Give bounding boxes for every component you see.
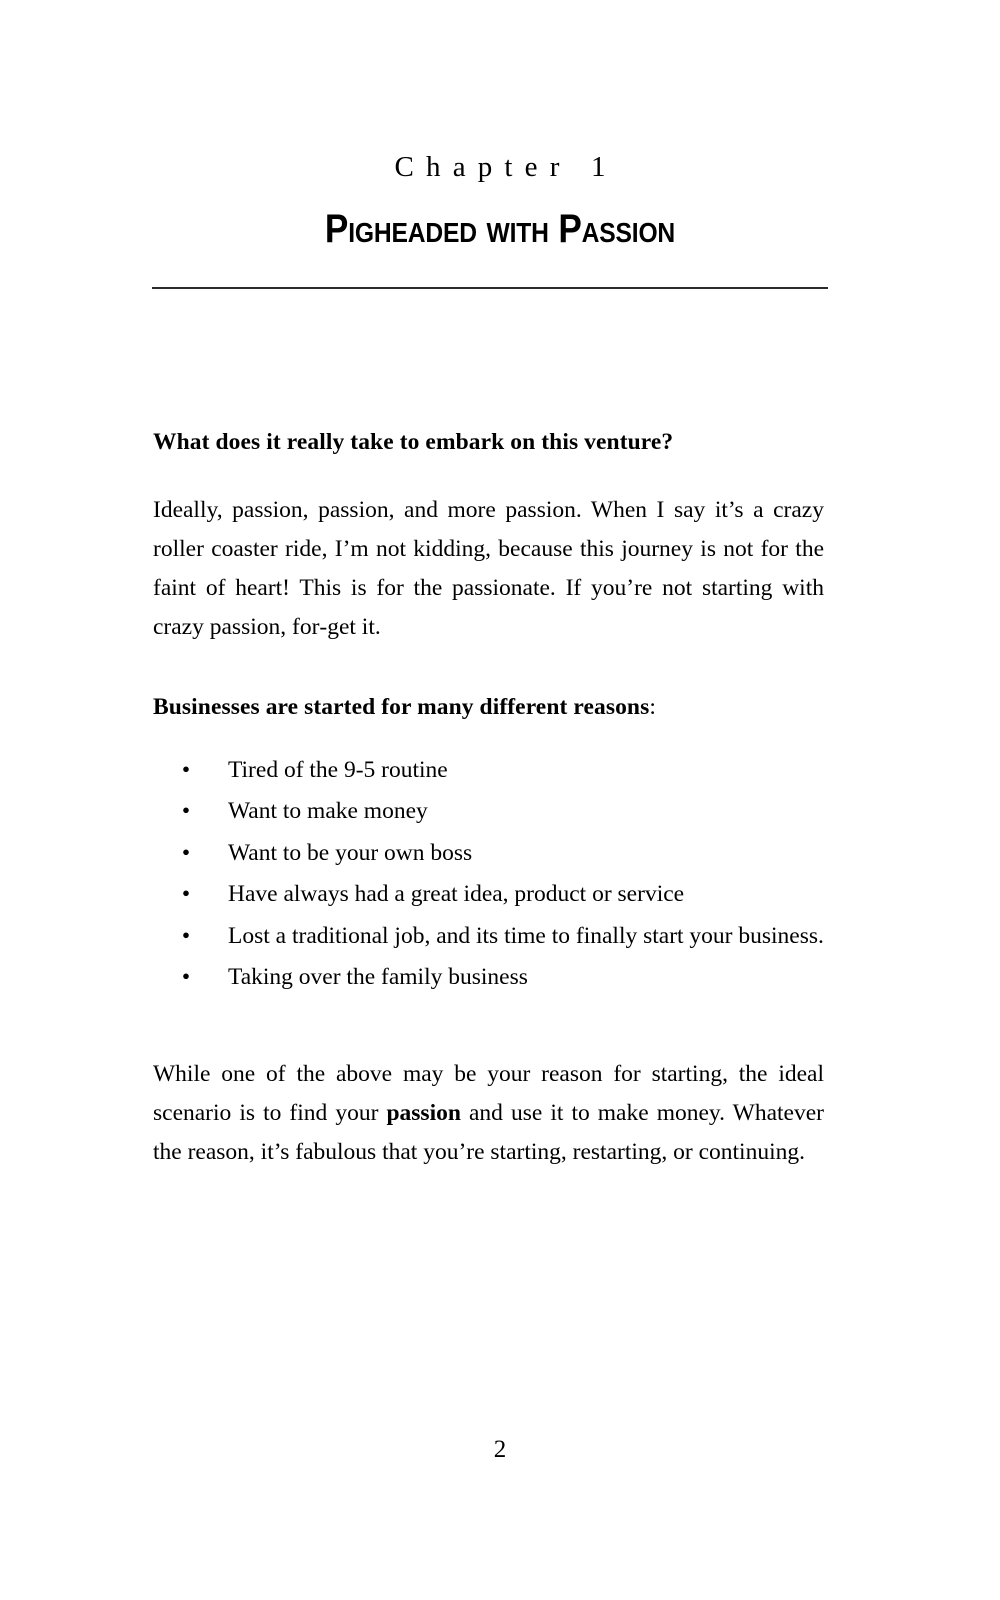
list-item (153, 916, 824, 958)
list-item-label: Want to make money (228, 798, 428, 825)
list-item (153, 874, 824, 916)
bullet-icon: • (181, 881, 191, 908)
list-item (153, 957, 824, 999)
subheading-reasons-text: Businesses are started for many different reasons (153, 694, 650, 721)
spacer (153, 726, 824, 750)
subheading-reasons-colon: : (649, 694, 656, 721)
chapter-title: Pigheaded with Passion (324, 207, 676, 252)
list-item (153, 750, 824, 792)
bullet-icon: • (181, 922, 191, 949)
emphasis-passion: passion (386, 1099, 461, 1126)
title-divider-rule (152, 287, 828, 289)
list-item-label: Taking over the family business (228, 964, 528, 991)
bullet-icon: • (181, 964, 191, 991)
reasons-list (153, 750, 824, 999)
subheading-reasons (153, 689, 824, 725)
chapter-heading-block (0, 151, 1000, 252)
bullet-icon: • (181, 798, 191, 825)
chapter-number: Chapter 1 (394, 151, 618, 183)
list-item-label: Want to be your own boss (228, 839, 473, 866)
paragraph-segment-tail: and use it to make money. Whatever the reason, it’s fabulous that you’re starting, restarting, or continuing. (153, 1099, 824, 1165)
list-item (153, 791, 824, 833)
spacer (153, 460, 824, 491)
bullet-icon: • (181, 839, 191, 866)
list-item-label: Have always had a great idea, product or service (228, 881, 685, 908)
list-item (153, 833, 824, 875)
spacer (153, 647, 824, 689)
list-item-label: Tired of the 9‐5 routine (228, 756, 448, 783)
paragraph-segment-lead: While one of the above may be your reason for starting, the ideal scenario is to find your (153, 1060, 824, 1126)
page-number: 2 (493, 1436, 507, 1463)
paragraph-while-one-of-the-above (153, 1055, 824, 1172)
paragraph-ideally-passion: Ideally, passion, passion, and more passion. When I say it’s a crazy roller coaster ride, I’m not kidding, because this journey is not for the faint of heart! This is for the passionate. If you’re not starting with crazy passion, for‐get it. (153, 497, 824, 641)
subheading-question: What does it really take to embark on this venture? (153, 429, 674, 455)
bullet-icon: • (181, 756, 191, 783)
body-content (153, 424, 824, 1172)
spacer (153, 999, 824, 1055)
list-item-label: Lost a traditional job, and its time to finally start your business. (228, 922, 824, 949)
